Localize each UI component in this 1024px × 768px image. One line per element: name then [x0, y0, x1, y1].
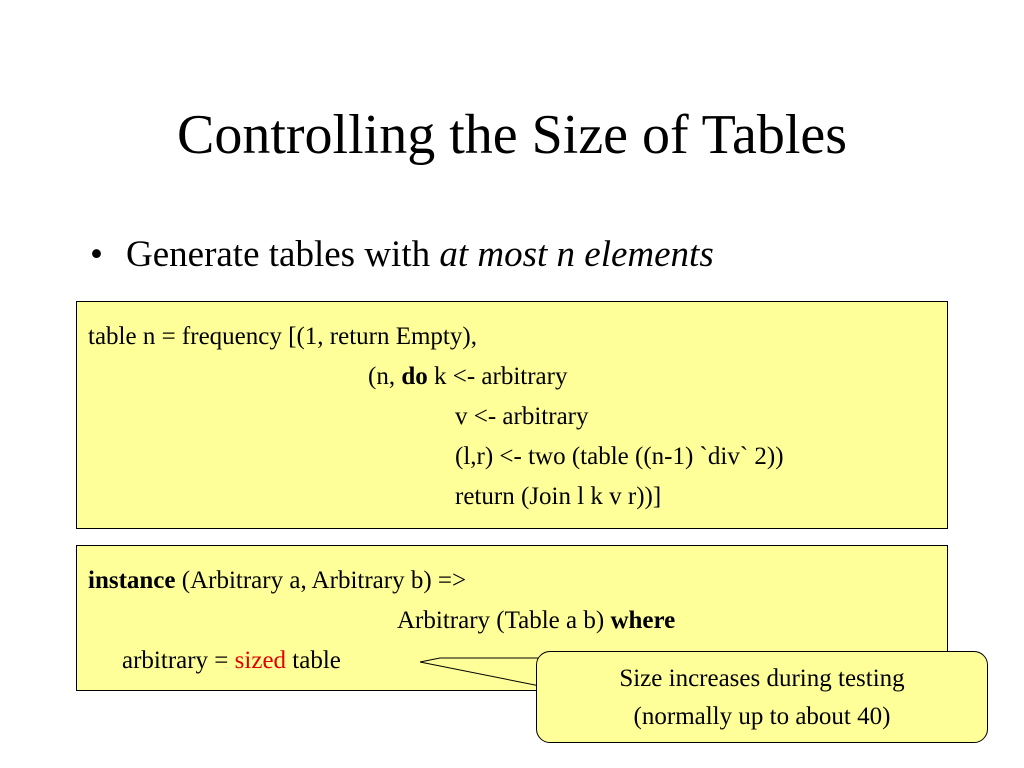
- code-line: [88, 561, 466, 601]
- code-box-table: [76, 301, 948, 529]
- code-line: [88, 317, 477, 357]
- bullet-emphasis: at most n elements: [439, 234, 714, 275]
- code-text: (n,: [368, 363, 402, 390]
- code-text: return (Join l k v r))]: [455, 483, 662, 510]
- bullet-item: [90, 230, 714, 280]
- code-text: Arbitrary (Table a b): [397, 607, 611, 634]
- code-text: (l,r) <- two (table ((n-1) `div` 2)): [455, 443, 784, 470]
- code-text: arbitrary =: [122, 647, 235, 674]
- bullet-marker: •: [90, 234, 103, 275]
- code-line: [397, 601, 675, 641]
- keyword-do: do: [401, 363, 428, 390]
- keyword-where: where: [610, 607, 676, 634]
- code-line: [455, 437, 784, 477]
- callout-line-2: (normally up to about 40): [633, 703, 891, 730]
- code-text: table: [286, 647, 341, 674]
- callout-note: [536, 651, 988, 743]
- code-text: v <- arbitrary: [455, 403, 589, 430]
- code-line: [368, 357, 567, 397]
- slide-title: Controlling the Size of Tables: [176, 104, 848, 166]
- code-line: [455, 477, 661, 517]
- code-text: (Arbitrary a, Arbitrary b) =>: [175, 567, 467, 594]
- code-line: [455, 397, 588, 437]
- keyword-instance: instance: [88, 567, 176, 594]
- bullet-text: Generate tables with: [126, 234, 440, 275]
- code-text: k <- arbitrary: [427, 363, 568, 390]
- callout-line-1: Size increases during testing: [619, 665, 905, 692]
- code-text: table n = frequency [(1, return Empty),: [88, 323, 477, 350]
- code-line: [122, 641, 341, 681]
- highlight-sized: sized: [234, 647, 287, 674]
